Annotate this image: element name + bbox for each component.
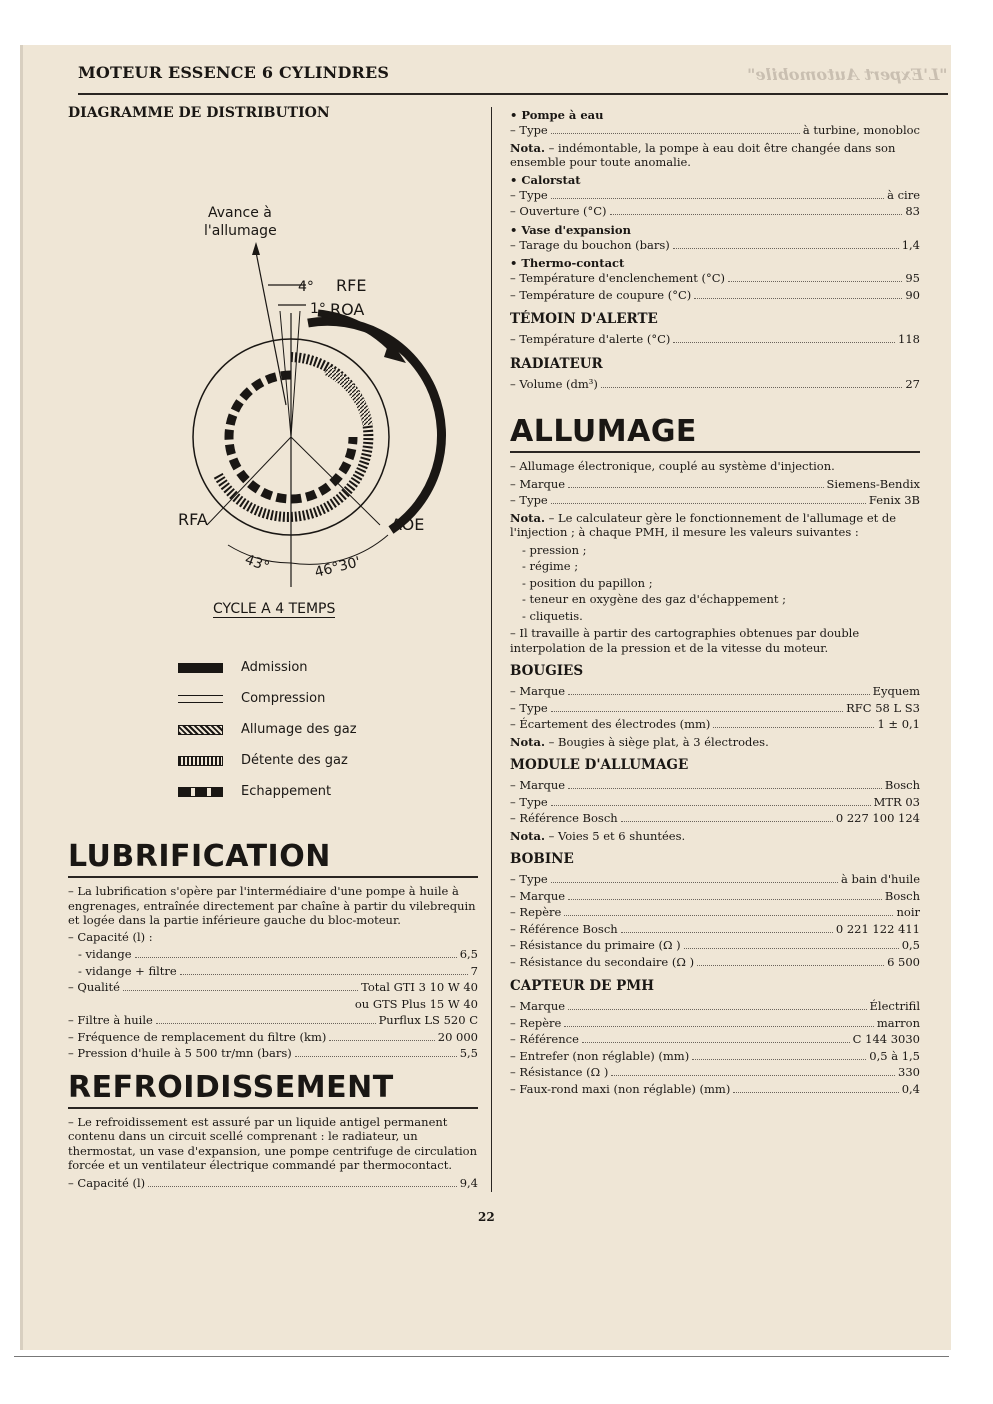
spec-row	[510, 476, 920, 493]
allumage-travail: – Il travaille à partir des cartographies obtenues par double interpolation de la pression et de la vitesse du moteur.	[510, 626, 860, 655]
angle-46-label: 46°30'	[313, 554, 363, 581]
spec-row	[68, 1029, 478, 1046]
spec-label: – Écartement des électrodes (mm)	[510, 717, 711, 731]
legend-item	[68, 776, 478, 807]
allumage-swatch	[178, 725, 223, 735]
capacite-label: – Capacité (l) :	[68, 929, 153, 944]
spec-label: – Marque	[510, 778, 566, 792]
diagram-title: DIAGRAMME DE DISTRIBUTION	[68, 105, 330, 121]
spec-label: – Résistance (Ω )	[510, 1065, 609, 1079]
roa-label: ROA	[330, 300, 365, 319]
spec-label: – Tarage du bouchon (bars)	[510, 237, 670, 252]
rfa-label: RFA	[178, 510, 208, 529]
spec-value: Électrifil	[869, 999, 920, 1013]
spec-row	[68, 996, 478, 1013]
spec-label: – Référence Bosch	[510, 921, 618, 936]
spec-row	[510, 331, 920, 348]
vase-title: • Vase d'expansion	[510, 222, 631, 237]
spec-label: – Repère	[510, 905, 562, 919]
spec-label: - vidange + filtre	[78, 963, 177, 978]
spec-value: Bosch	[884, 888, 920, 903]
spec-row	[68, 1012, 478, 1029]
spec-value: RFC 58 L S3	[846, 700, 920, 715]
nota-label: Nota.	[510, 140, 545, 155]
list-item: - cliquetis.	[522, 608, 583, 623]
spec-row	[68, 946, 478, 963]
spec-row	[510, 810, 920, 827]
spec-label: – Marque	[510, 999, 566, 1013]
spec-value: 90	[905, 287, 920, 302]
echappement-swatch	[178, 787, 223, 797]
spec-row	[510, 921, 920, 938]
bobine-title: BOBINE	[510, 851, 574, 867]
spec-row	[510, 237, 920, 254]
avance-label-1: Avance à	[208, 205, 272, 221]
spec-label: - vidange	[78, 947, 132, 961]
spec-label: – Filtre à huile	[68, 1013, 153, 1027]
spec-row	[510, 287, 920, 304]
spec-label: – Repère	[510, 1015, 562, 1030]
compression-swatch	[178, 695, 223, 703]
spec-row	[510, 1048, 920, 1065]
nota-text: – indémontable, la pompe à eau doit être changée dans son ensemble pour toute anomalie.	[510, 140, 896, 169]
spec-row	[510, 376, 920, 393]
nota-label: Nota.	[510, 510, 545, 525]
spec-row	[510, 122, 920, 139]
distribution-diagram-svg	[68, 125, 478, 595]
spec-value: 330	[898, 1065, 920, 1079]
spec-value: C 144 3030	[852, 1032, 920, 1046]
nota-text: – Voies 5 et 6 shuntées.	[544, 828, 686, 843]
spec-value: 95	[905, 271, 920, 285]
list-item: - régime ;	[522, 559, 579, 573]
spec-label: – Capacité (l)	[68, 1175, 146, 1190]
spec-label: – Qualité	[68, 980, 120, 994]
spec-label: – Référence Bosch	[510, 811, 618, 825]
module-nota	[510, 829, 920, 844]
angle-43-label: 43°	[242, 551, 272, 576]
spec-value: 1 ± 0,1	[877, 717, 920, 731]
spec-label: – Référence	[510, 1032, 579, 1046]
spec-label: – Type	[510, 794, 548, 809]
spec-row	[510, 777, 920, 794]
spec-value: 20 000	[437, 1029, 478, 1044]
bougies-title: BOUGIES	[510, 663, 584, 679]
lubrification-section	[68, 839, 478, 1062]
allumage-section	[510, 414, 920, 655]
spec-value: ou GTS Plus 15 W 40	[354, 996, 478, 1011]
pompe-title: • Pompe à eau	[510, 108, 604, 122]
page-header	[78, 63, 948, 95]
spec-row	[510, 1064, 920, 1081]
spec-value: noir	[896, 905, 920, 919]
avance-label-2: l'allumage	[204, 223, 277, 239]
spec-row	[68, 963, 478, 980]
spec-value: 6,5	[459, 947, 478, 961]
document-page	[20, 45, 951, 1350]
angle-1-label: 1°	[310, 301, 326, 317]
spec-row	[510, 937, 920, 954]
spec-value: 118	[898, 332, 920, 346]
spec-row	[68, 1175, 478, 1192]
spec-row	[510, 203, 920, 220]
legend-label: Détente des gaz	[241, 753, 348, 768]
bleed-through-title: "L'Expert Automobile"	[747, 65, 948, 84]
spec-value: 0,4	[901, 1081, 920, 1096]
detente-swatch	[178, 756, 223, 766]
spec-label: – Type	[510, 123, 548, 137]
spec-row	[510, 1031, 920, 1048]
spec-value: Fenix 3B	[868, 493, 920, 507]
spec-label: – Ouverture (°C)	[510, 204, 607, 218]
spec-row	[68, 1045, 478, 1062]
column-divider	[491, 107, 492, 1192]
admission-swatch	[178, 663, 223, 673]
spec-label: – Type	[510, 872, 548, 886]
thermo-title: • Thermo-contact	[510, 256, 625, 270]
spec-row	[510, 888, 920, 905]
spec-label: – Faux-rond maxi (non réglable) (mm)	[510, 1081, 731, 1096]
page-title: MOTEUR ESSENCE 6 CYLINDRES	[78, 63, 390, 82]
capteur-title: CAPTEUR DE PMH	[510, 978, 654, 994]
cycle-label: CYCLE A 4 TEMPS	[213, 601, 336, 617]
spec-row	[510, 998, 920, 1015]
pompe-nota	[510, 141, 920, 170]
spec-label: – Marque	[510, 684, 566, 698]
spec-row	[510, 270, 920, 287]
list-item: - pression ;	[522, 542, 587, 557]
diagram-legend	[68, 652, 478, 807]
spec-value: 83	[905, 204, 920, 218]
spec-label: – Marque	[510, 888, 566, 903]
spec-value: 0,5 à 1,5	[869, 1048, 920, 1063]
spec-label: – Marque	[510, 476, 566, 491]
spec-value: 27	[905, 376, 920, 391]
spec-label: – Résistance du secondaire (Ω )	[510, 954, 695, 969]
spec-label: – Résistance du primaire (Ω )	[510, 938, 681, 952]
spec-label: – Température de coupure (°C)	[510, 287, 692, 302]
legend-item	[68, 683, 478, 714]
spec-value: 0 221 122 411	[835, 921, 920, 936]
bottom-rule	[14, 1356, 949, 1357]
rfe-label: RFE	[336, 276, 367, 295]
spec-value: 0 227 100 124	[835, 811, 920, 825]
legend-label: Admission	[241, 660, 308, 675]
spec-row	[510, 492, 920, 509]
spec-row	[510, 904, 920, 921]
right-column	[510, 105, 920, 1097]
calorstat-title: • Calorstat	[510, 172, 581, 187]
legend-item	[68, 652, 478, 683]
spec-label: – Pression d'huile à 5 500 tr/mn (bars)	[68, 1046, 292, 1060]
spec-value: Total GTI 3 10 W 40	[361, 980, 478, 994]
spec-row	[68, 979, 478, 996]
bougies-nota	[510, 735, 920, 750]
distribution-diagram	[68, 125, 478, 595]
lubrification-intro: – La lubrification s'opère par l'intermédiaire d'une pompe à huile à engrenages, entraînée directement par chaîne à partir du vilebrequin et logée dans la partie inférieure gauche du bloc-moteur.	[68, 884, 476, 927]
allumage-arc	[326, 370, 368, 425]
spec-row	[510, 700, 920, 717]
list-item: - teneur en oxygène des gaz d'échappement ;	[522, 592, 787, 606]
spec-label: – Type	[510, 187, 548, 202]
refroidissement-intro: – Le refroidissement est assuré par un liquide antigel permanent contenu dans un circuit scellé comprenant : le radiateur, un thermostat, un vase d'expansion, une pompe centrifuge de circulation forcée et un ventilateur électrique commandé par thermocontact.	[68, 1114, 477, 1172]
spec-value: 5,5	[459, 1046, 478, 1060]
allumage-title: ALLUMAGE	[510, 414, 920, 453]
spec-value: Purflux LS 520 C	[378, 1013, 478, 1027]
spec-label: – Type	[510, 493, 548, 507]
temoin-title: TÉMOIN D'ALERTE	[510, 311, 658, 327]
list-item: - position du papillon ;	[522, 575, 653, 590]
spec-value: 0,5	[901, 938, 920, 952]
radiateur-title: RADIATEUR	[510, 355, 603, 372]
legend-label: Echappement	[241, 784, 332, 799]
allumage-intro: – Allumage électronique, couplé au système d'injection.	[510, 459, 835, 473]
spec-label: – Volume (dm³)	[510, 376, 598, 391]
spec-value: à turbine, monobloc	[802, 123, 920, 137]
spec-value: marron	[876, 1015, 920, 1030]
aoe-label: AOE	[391, 515, 425, 534]
spec-value: Siemens-Bendix	[826, 476, 920, 491]
spec-value: 6 500	[887, 954, 920, 969]
spec-value: Bosch	[884, 778, 920, 792]
spec-label: – Entrefer (non réglable) (mm)	[510, 1048, 690, 1063]
spec-row	[510, 716, 920, 733]
angle-4-label: 4°	[298, 279, 314, 295]
spec-label: – Température d'alerte (°C)	[510, 332, 671, 346]
spec-value: MTR 03	[873, 794, 920, 809]
spec-row	[510, 871, 920, 888]
refroidissement-section	[68, 1070, 478, 1192]
spec-label: – Type	[510, 700, 548, 715]
spec-row	[510, 187, 920, 204]
legend-label: Allumage des gaz	[241, 722, 357, 737]
admission-arc	[308, 321, 442, 530]
legend-label: Compression	[241, 691, 326, 706]
spec-label: – Température d'enclenchement (°C)	[510, 271, 726, 285]
spec-value: à cire	[887, 187, 920, 202]
spec-row	[510, 1015, 920, 1032]
page-number: 22	[478, 1210, 495, 1224]
lubrification-title: LUBRIFICATION	[68, 839, 478, 878]
allumage-nota	[510, 511, 920, 540]
spec-row	[510, 1081, 920, 1098]
nota-label: Nota.	[510, 828, 545, 843]
nota-label: Nota.	[510, 734, 545, 749]
spec-row	[510, 954, 920, 971]
spec-row	[510, 794, 920, 811]
spec-value: 7	[470, 963, 478, 978]
spec-value: Eyquem	[872, 684, 920, 698]
refroidissement-title: REFROIDISSEMENT	[68, 1070, 478, 1109]
spec-value: à bain d'huile	[841, 872, 920, 886]
nota-text: – Le calculateur gère le fonctionnement de l'allumage et de l'injection ; à chaque PMH, il mesure les valeurs suivantes :	[510, 510, 897, 539]
legend-item	[68, 714, 478, 745]
legend-item	[68, 745, 478, 776]
spec-value: 9,4	[459, 1175, 478, 1190]
spec-label: – Fréquence de remplacement du filtre (km)	[68, 1029, 327, 1044]
nota-text: – Bougies à siège plat, à 3 électrodes.	[544, 734, 769, 749]
module-title: MODULE D'ALLUMAGE	[510, 757, 689, 773]
left-column	[68, 105, 478, 1191]
spec-row	[510, 683, 920, 700]
spec-value: 1,4	[901, 237, 920, 252]
